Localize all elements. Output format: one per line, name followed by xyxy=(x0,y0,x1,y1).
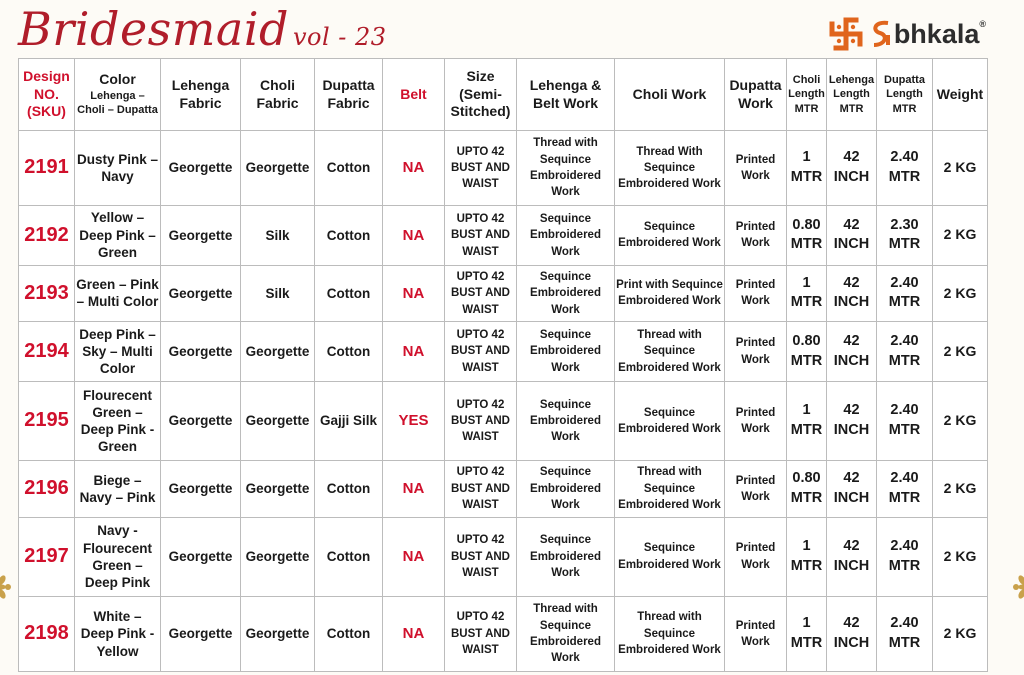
choli-fabric-cell: Georgette xyxy=(241,461,315,518)
color-cell: White – Deep Pink - Yellow xyxy=(75,596,161,671)
choli-fabric-cell: Georgette xyxy=(241,131,315,206)
design-no-cell: 2197 xyxy=(19,517,75,596)
lehenga-work-cell: Sequince Embroidered Work xyxy=(517,265,615,322)
lehenga-length-cell: 42 INCH xyxy=(827,206,877,266)
choli-length-cell: 0.80 MTR xyxy=(787,206,827,266)
table-row xyxy=(19,596,988,671)
dupatta-fabric-cell: Cotton xyxy=(315,131,383,206)
header-row xyxy=(19,59,988,131)
lehenga-work-cell: Thread with Sequince Embroidered Work xyxy=(517,596,615,671)
choli-length-cell: 1 MTR xyxy=(787,596,827,671)
color-cell: Deep Pink – Sky – Multi Color xyxy=(75,322,161,382)
choli-work-cell: Sequince Embroidered Work xyxy=(615,206,725,266)
design-no-cell: 2194 xyxy=(19,322,75,382)
design-no-cell: 2191 xyxy=(19,131,75,206)
col-belt: Belt xyxy=(383,59,445,131)
belt-cell: NA xyxy=(383,131,445,206)
floral-ornament-icon xyxy=(0,572,16,602)
choli-work-cell: Thread with Sequince Embroidered Work xyxy=(615,322,725,382)
color-cell: Navy - Flourecent Green – Deep Pink xyxy=(75,517,161,596)
design-no-cell: 2192 xyxy=(19,206,75,266)
lehenga-length-cell: 42 INCH xyxy=(827,461,877,518)
belt-cell: YES xyxy=(383,381,445,460)
choli-fabric-cell: Georgette xyxy=(241,322,315,382)
lehenga-fabric-cell: Georgette xyxy=(161,596,241,671)
dupatta-fabric-cell: Cotton xyxy=(315,596,383,671)
weight-cell: 2 KG xyxy=(933,131,988,206)
col-size: Size (Semi-Stitched) xyxy=(445,59,517,131)
dupatta-work-cell: Printed Work xyxy=(725,381,787,460)
col-weight: Weight xyxy=(933,59,988,131)
size-cell: UPTO 42 BUST AND WAIST xyxy=(445,461,517,518)
col-dupatta-length: Dupatta Length MTR xyxy=(877,59,933,131)
color-cell: Green – Pink – Multi Color xyxy=(75,265,161,322)
lehenga-fabric-cell: Georgette xyxy=(161,265,241,322)
color-cell: Dusty Pink – Navy xyxy=(75,131,161,206)
lehenga-work-cell: Sequince Embroidered Work xyxy=(517,322,615,382)
choli-work-cell: Sequince Embroidered Work xyxy=(615,517,725,596)
belt-cell: NA xyxy=(383,265,445,322)
dupatta-work-cell: Printed Work xyxy=(725,596,787,671)
floral-ornament-icon xyxy=(1008,572,1024,602)
lehenga-length-cell: 42 INCH xyxy=(827,517,877,596)
shu-glyph-icon xyxy=(868,15,892,53)
dupatta-fabric-cell: Cotton xyxy=(315,265,383,322)
design-no-cell: 2196 xyxy=(19,461,75,518)
lehenga-fabric-cell: Georgette xyxy=(161,322,241,382)
col-dupatta-fabric: Dupatta Fabric xyxy=(315,59,383,131)
lehenga-work-cell: Sequince Embroidered Work xyxy=(517,461,615,518)
size-cell: UPTO 42 BUST AND WAIST xyxy=(445,517,517,596)
table-row xyxy=(19,206,988,266)
dupatta-length-cell: 2.40 MTR xyxy=(877,265,933,322)
table-row xyxy=(19,131,988,206)
brand-logo xyxy=(826,12,986,56)
belt-cell: NA xyxy=(383,206,445,266)
col-color: Color Lehenga – Choli – Dupatta xyxy=(75,59,161,131)
belt-cell: NA xyxy=(383,517,445,596)
choli-work-cell: Print with Sequince Embroidered Work xyxy=(615,265,725,322)
dupatta-length-cell: 2.40 MTR xyxy=(877,461,933,518)
col-choli-work: Choli Work xyxy=(615,59,725,131)
lehenga-fabric-cell: Georgette xyxy=(161,517,241,596)
lehenga-work-cell: Thread with Sequince Embroidered Work xyxy=(517,131,615,206)
design-no-cell: 2195 xyxy=(19,381,75,460)
title-main: Bridesmaid xyxy=(18,2,289,56)
size-cell: UPTO 42 BUST AND WAIST xyxy=(445,381,517,460)
weight-cell: 2 KG xyxy=(933,206,988,266)
catalog-title xyxy=(18,2,387,56)
table-row xyxy=(19,381,988,460)
size-cell: UPTO 42 BUST AND WAIST xyxy=(445,265,517,322)
choli-length-cell: 1 MTR xyxy=(787,131,827,206)
choli-length-cell: 1 MTR xyxy=(787,265,827,322)
lehenga-length-cell: 42 INCH xyxy=(827,131,877,206)
weight-cell: 2 KG xyxy=(933,461,988,518)
table-row xyxy=(19,322,988,382)
weight-cell: 2 KG xyxy=(933,265,988,322)
size-cell: UPTO 42 BUST AND WAIST xyxy=(445,322,517,382)
lehenga-length-cell: 42 INCH xyxy=(827,596,877,671)
color-cell: Yellow – Deep Pink – Green xyxy=(75,206,161,266)
lehenga-length-cell: 42 INCH xyxy=(827,322,877,382)
dupatta-length-cell: 2.40 MTR xyxy=(877,517,933,596)
dupatta-length-cell: 2.30 MTR xyxy=(877,206,933,266)
dupatta-work-cell: Printed Work xyxy=(725,265,787,322)
dupatta-length-cell: 2.40 MTR xyxy=(877,131,933,206)
lehenga-fabric-cell: Georgette xyxy=(161,461,241,518)
lehenga-length-cell: 42 INCH xyxy=(827,265,877,322)
table-row xyxy=(19,461,988,518)
dupatta-fabric-cell: Cotton xyxy=(315,206,383,266)
col-lehenga-belt-work: Lehenga & Belt Work xyxy=(517,59,615,131)
choli-fabric-cell: Silk xyxy=(241,206,315,266)
choli-work-cell: Thread with Sequince Embroidered Work xyxy=(615,461,725,518)
dupatta-work-cell: Printed Work xyxy=(725,517,787,596)
choli-work-cell: Sequince Embroidered Work xyxy=(615,381,725,460)
lehenga-length-cell: 42 INCH xyxy=(827,381,877,460)
col-choli-length: Choli Length MTR xyxy=(787,59,827,131)
size-cell: UPTO 42 BUST AND WAIST xyxy=(445,596,517,671)
belt-cell: NA xyxy=(383,461,445,518)
dupatta-fabric-cell: Cotton xyxy=(315,322,383,382)
weight-cell: 2 KG xyxy=(933,596,988,671)
choli-fabric-cell: Georgette xyxy=(241,596,315,671)
lehenga-fabric-cell: Georgette xyxy=(161,381,241,460)
dupatta-length-cell: 2.40 MTR xyxy=(877,322,933,382)
color-cell: Biege – Navy – Pink xyxy=(75,461,161,518)
lehenga-fabric-cell: Georgette xyxy=(161,206,241,266)
choli-length-cell: 0.80 MTR xyxy=(787,322,827,382)
weight-cell: 2 KG xyxy=(933,381,988,460)
dupatta-fabric-cell: Cotton xyxy=(315,517,383,596)
design-no-cell: 2193 xyxy=(19,265,75,322)
belt-cell: NA xyxy=(383,322,445,382)
dupatta-fabric-cell: Gajji Silk xyxy=(315,381,383,460)
size-cell: UPTO 42 BUST AND WAIST xyxy=(445,206,517,266)
lehenga-work-cell: Sequince Embroidered Work xyxy=(517,206,615,266)
col-lehenga-fabric: Lehenga Fabric xyxy=(161,59,241,131)
dupatta-work-cell: Printed Work xyxy=(725,322,787,382)
choli-fabric-cell: Georgette xyxy=(241,517,315,596)
lehenga-work-cell: Sequince Embroidered Work xyxy=(517,517,615,596)
lehenga-fabric-cell: Georgette xyxy=(161,131,241,206)
lehenga-work-cell: Sequince Embroidered Work xyxy=(517,381,615,460)
dupatta-length-cell: 2.40 MTR xyxy=(877,381,933,460)
col-choli-fabric: Choli Fabric xyxy=(241,59,315,131)
size-cell: UPTO 42 BUST AND WAIST xyxy=(445,131,517,206)
choli-length-cell: 1 MTR xyxy=(787,381,827,460)
choli-length-cell: 0.80 MTR xyxy=(787,461,827,518)
col-design-no: Design NO. (SKU) xyxy=(19,59,75,131)
choli-fabric-cell: Silk xyxy=(241,265,315,322)
product-spec-table xyxy=(18,58,988,672)
choli-work-cell: Thread With Sequince Embroidered Work xyxy=(615,131,725,206)
color-cell: Flourecent Green – Deep Pink - Green xyxy=(75,381,161,460)
weight-cell: 2 KG xyxy=(933,517,988,596)
dupatta-fabric-cell: Cotton xyxy=(315,461,383,518)
choli-length-cell: 1 MTR xyxy=(787,517,827,596)
dupatta-work-cell: Printed Work xyxy=(725,131,787,206)
swastik-logo-icon xyxy=(826,14,866,54)
design-no-cell: 2198 xyxy=(19,596,75,671)
col-lehenga-length: Lehenga Length MTR xyxy=(827,59,877,131)
brand-name: bhkala® xyxy=(893,18,986,49)
col-dupatta-work: Dupatta Work xyxy=(725,59,787,131)
choli-fabric-cell: Georgette xyxy=(241,381,315,460)
dupatta-work-cell: Printed Work xyxy=(725,206,787,266)
table-row xyxy=(19,265,988,322)
belt-cell: NA xyxy=(383,596,445,671)
table-row xyxy=(19,517,988,596)
title-volume: vol - 23 xyxy=(292,23,387,51)
dupatta-work-cell: Printed Work xyxy=(725,461,787,518)
dupatta-length-cell: 2.40 MTR xyxy=(877,596,933,671)
weight-cell: 2 KG xyxy=(933,322,988,382)
choli-work-cell: Thread with Sequince Embroidered Work xyxy=(615,596,725,671)
